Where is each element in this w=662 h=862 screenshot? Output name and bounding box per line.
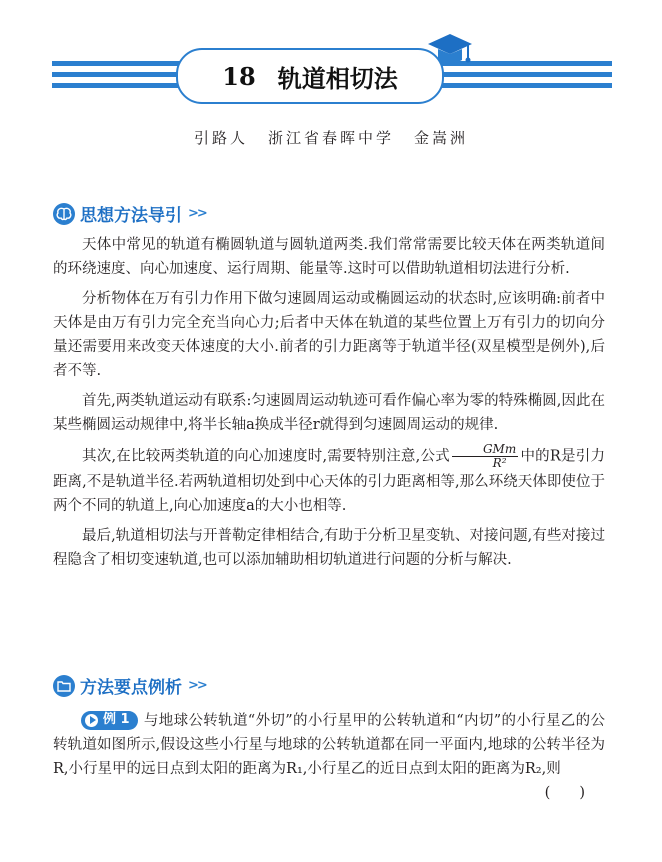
- chapter-title-banner: [176, 48, 444, 104]
- answer-parentheses: ( ): [544, 785, 585, 801]
- paragraph: 天体中常见的轨道有椭圆轨道与圆轨道两类.我们常常需要比较天体在两类轨道间的环绕速度、向心加速度、运行周期、能量等.这时可以借助轨道相切法进行分析.: [53, 237, 605, 277]
- author-name: 金嵩洲: [414, 129, 469, 147]
- paragraph-formula: 其次,在比较两类轨道的向心加速度时,需要特别注意,公式 $\frac{\text{GMm}}{\text{R²}}$ 中的R是引力距离,不是轨道半径.若两轨道相切处到中心天体的引力距离相等,那么环绕天体即使位于两个不同的轨道上,向心加速度a的大小也相等.: [53, 442, 605, 514]
- section-heading-guide: [53, 201, 206, 226]
- paragraph: 分析物体在万有引力作用下做匀速圆周运动或椭圆运动的状态时,应该明确:前者中天体是由万有引力完全充当向心力;后者中天体在轨道的某些位置上万有引力的切向分量还需要用来改变天体速度的大小.前者的引力距离等于轨道半径(双星模型是例外),后者不等.: [53, 291, 605, 379]
- example-text: 与地球公转轨道“外切”的小行星甲的公转轨道和“内切”的小行星乙的公转轨道如图所示,假设这些小行星与地球的公转轨道都在同一平面内,地球的公转半径为R,小行星甲的远日点到太阳的距离为R₁,小行星乙的近日点到太阳的距离为R₂,则: [53, 713, 605, 777]
- example-1: [53, 709, 605, 805]
- folder-icon: [53, 675, 75, 697]
- section-title: 方法要点例析: [80, 678, 182, 698]
- author-role: 引路人: [193, 129, 248, 147]
- formula-fraction: $\frac{\text{GMm}}{\text{R²}}$: [452, 443, 518, 470]
- section-heading-examples: [53, 673, 206, 698]
- chapter-number: 18: [222, 61, 256, 91]
- brain-icon: [53, 203, 75, 225]
- author-line: [0, 127, 662, 148]
- author-school: 浙江省春晖中学: [267, 129, 394, 147]
- graduation-cap-icon: [424, 30, 474, 70]
- section-title: 思想方法导引: [80, 206, 182, 226]
- play-icon: [85, 714, 98, 727]
- paragraph: 最后,轨道相切法与开普勒定律相结合,有助于分析卫星变轨、对接问题,有些对接过程隐含了相切变速轨道,也可以添加辅助相切轨道进行问题的分析与解决.: [53, 528, 605, 568]
- example-badge: 例 1: [81, 711, 138, 730]
- paragraph: 首先,两类轨道运动有联系:匀速圆周运动轨迹可看作偏心率为零的特殊椭圆,因此在某些椭圆运动规律中,将半长轴a换成半径r就得到匀速圆周运动的规律.: [53, 393, 605, 433]
- double-arrow-icon: >>: [188, 206, 206, 221]
- double-arrow-icon: >>: [188, 678, 206, 693]
- chapter-title: 轨道相切法: [277, 63, 398, 93]
- section-body: [53, 233, 605, 578]
